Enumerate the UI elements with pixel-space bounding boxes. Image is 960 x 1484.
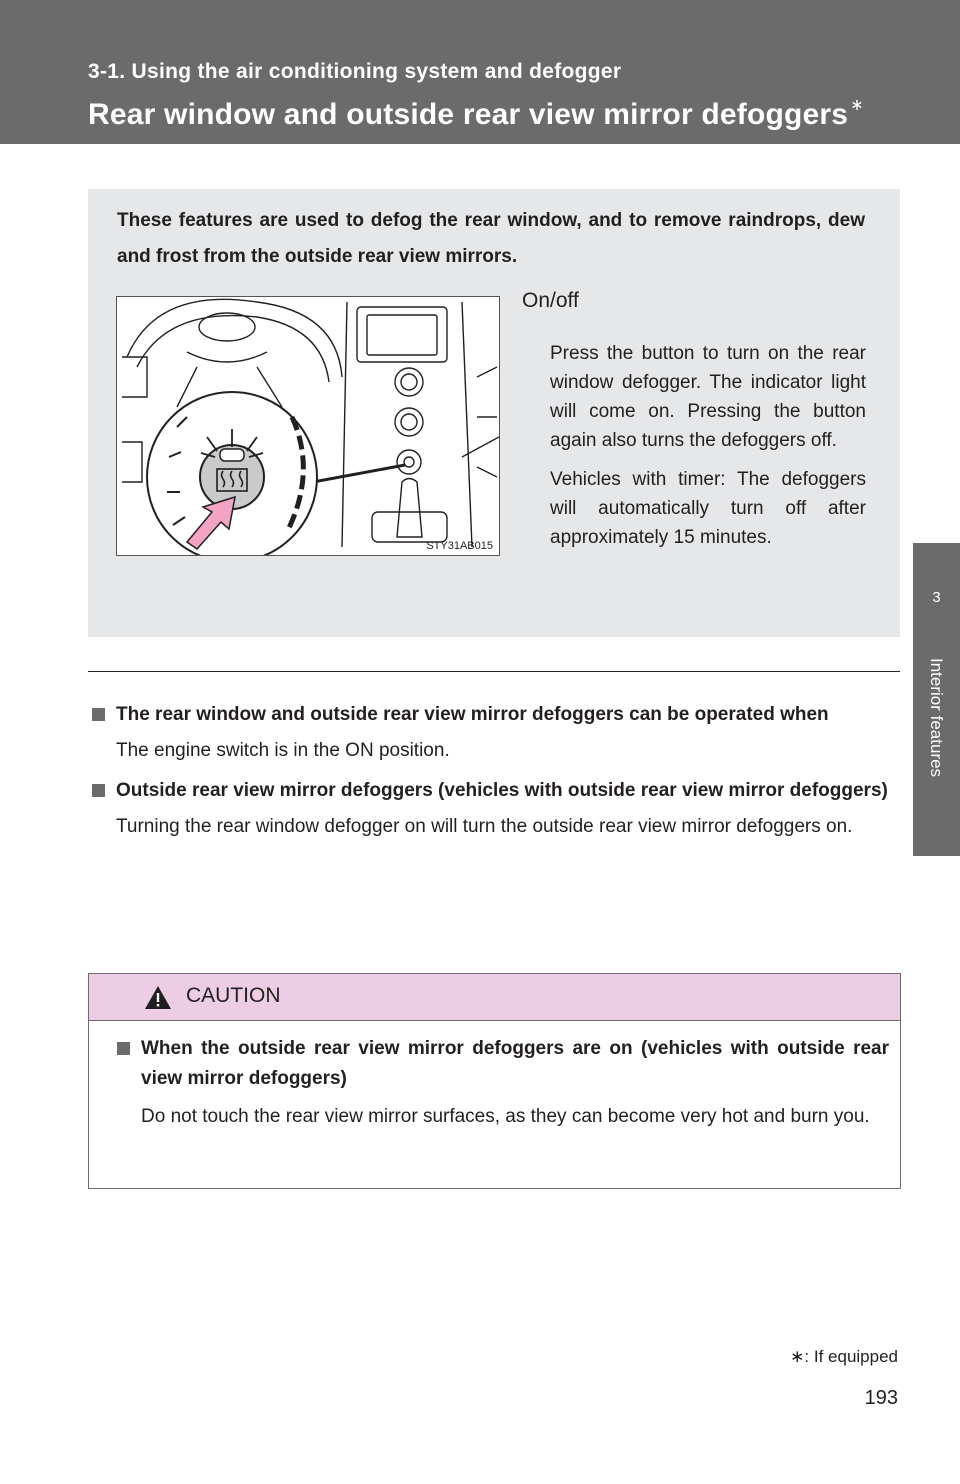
caution-header bbox=[89, 974, 900, 1021]
caution-box bbox=[88, 973, 901, 1189]
info-items bbox=[92, 700, 892, 852]
footnote-text: : If equipped bbox=[804, 1347, 898, 1366]
square-bullet-icon bbox=[117, 1042, 130, 1055]
control-label: On/off bbox=[522, 289, 579, 312]
item-heading bbox=[92, 776, 892, 806]
item-body: Turning the rear window defogger on will turn the outside rear view mirror defoggers on. bbox=[116, 816, 853, 837]
chapter-number: 3 bbox=[932, 589, 941, 606]
square-bullet-icon bbox=[92, 784, 105, 797]
caution-body: Do not touch the rear view mirror surfaces, as they can become very hot and burn you. bbox=[141, 1106, 870, 1127]
caution-content bbox=[117, 1034, 889, 1142]
dashboard-illustration bbox=[116, 296, 500, 556]
item-heading-text: The rear window and outside rear view mirror defoggers can be operated when bbox=[116, 704, 829, 725]
caution-label: CAUTION bbox=[186, 984, 281, 1007]
page-title-text: Rear window and outside rear view mirror defoggers bbox=[88, 98, 849, 131]
footnote-mark: ∗ bbox=[790, 1347, 805, 1366]
item-heading bbox=[92, 700, 892, 730]
header-bar bbox=[0, 0, 960, 144]
page-number: 193 bbox=[864, 1387, 898, 1409]
caution-heading-text: When the outside rear view mirror defoggers are on (vehicles with outside rear view mirror defoggers) bbox=[141, 1038, 889, 1089]
control-paragraph: Vehicles with timer: The defoggers will automatically turn off after approximately 15 minutes. bbox=[550, 469, 866, 548]
square-bullet-icon bbox=[92, 708, 105, 721]
chapter-title: Interior features bbox=[927, 658, 946, 778]
if-equipped-mark: ∗ bbox=[850, 97, 864, 114]
footnote bbox=[790, 1347, 898, 1367]
chapter-tab-label bbox=[913, 658, 960, 858]
figure-code: STY31AB015 bbox=[426, 540, 493, 552]
item-heading-text: Outside rear view mirror defoggers (vehicles with outside rear view mirror defoggers) bbox=[116, 780, 888, 801]
control-description bbox=[550, 339, 866, 562]
item-body: The engine switch is in the ON position. bbox=[116, 740, 450, 761]
dashboard-drawing bbox=[117, 297, 499, 555]
section-title: 3-1. Using the air conditioning system and defogger bbox=[88, 60, 622, 83]
page-title bbox=[88, 95, 864, 132]
control-paragraph: Press the button to turn on the rear window defogger. The indicator light will come on. Pressing the button again also turns the defoggers off. bbox=[550, 343, 866, 451]
intro-text: These features are used to defog the rear window, and to remove raindrops, dew and frost from the outside rear view mirrors. bbox=[117, 210, 865, 267]
intro-box bbox=[88, 189, 900, 637]
section-divider bbox=[88, 671, 900, 672]
caution-heading bbox=[117, 1034, 889, 1094]
warning-icon bbox=[144, 985, 172, 1010]
